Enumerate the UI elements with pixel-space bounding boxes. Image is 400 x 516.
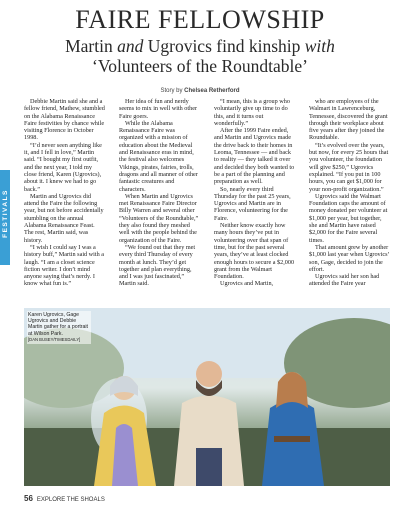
page-footer — [24, 494, 105, 503]
paragraph: “I mean, this is a group who voluntarily give up time to do this, and it turns out wonderfully.” — [214, 98, 290, 127]
section-tab-label: FESTIVALS — [2, 189, 9, 238]
paragraph: “I’d never seen anything like it, and I fell in love,” Martin said. “I bought my first outfit, and the next year, I told my close friend, Karen (Ugrovics), about it. I knew we had to go back.” — [24, 141, 102, 193]
photo-caption: Karen Ugrovics, Gage Ugrovics and Debbie Martin gather for a portrait at Wilson Park. [DAN BUSEY/TIMESDAILY] — [27, 311, 91, 344]
article-column-3 — [214, 98, 295, 303]
paragraph: Ugrovics said her son had attended the Faire year — [309, 273, 380, 288]
paragraph: “We found out that they met every third Thursday of every month at lunch. They’d get together and plan everything, and I was just fascinated,” Martin said. — [119, 243, 196, 288]
paragraph: Ugrovics said the Walmart Foundation caps the amount of money donated per volunteer at $1,000 per year, but together, she and Martin have raised $2,000 for the Faire several times. — [309, 192, 388, 244]
paragraph: Ugrovics and Martin, — [220, 280, 274, 288]
paragraph: Debbie Martin said she and a fellow friend, Mathew, stumbled on the Alabama Renaissance Faire festivities by chance while visiting Florence in October 1998. — [24, 98, 105, 142]
article-column-2 — [119, 98, 200, 303]
subheadline — [0, 36, 400, 76]
article-body — [24, 98, 390, 303]
paragraph: When Martin and Ugrovics met Renaissance Faire Director Billy Warren and several other “Volunteers of the Roundtable,” they also found they meshed well with the people behind the organization of the Faire. — [119, 192, 199, 244]
paragraph: “It’s evolved over the years, but now, for every 25 hours that you volunteer, the foundation will give $250,” Ugrovics explained. “If you put in 100 hours, you can get $1,000 for your non-profit organization.” — [309, 141, 389, 193]
publication-name: EXPLORE THE SHOALS — [36, 497, 105, 503]
paragraph: “I wish I could say I was a history buff,” Martin said with a laugh. “I am a closet science fiction writer. I don’t mind anyone saying that’s nerdy. I know what fun is.” — [24, 243, 104, 288]
paragraph: While the Alabama Renaissance Faire was organized with a mission of education about the Medieval and Renaissance eras in mind, the festival also welcomes Vikings, pirates, fairies, trolls, dragons and all manner of other fantastic creatures and characters. — [119, 119, 198, 193]
subheadline-line-1: Martin and Ugrovics find kinship with — [65, 36, 335, 56]
paragraph: Neither know exactly how many hours they’ve put in volunteering over that span of time, but for the past several years, they’ve at least clocked enough hours to secure a $2,000 grant from the Walmart Foundation. — [214, 222, 295, 281]
paragraph: who are employees of the Walmart in Lawrenceburg, Tennessee, discovered the grant through their workplace about five years after they joined the Roundtable. — [309, 98, 388, 142]
portrait-photo — [24, 308, 390, 486]
section-tab — [0, 170, 10, 265]
paragraph: So, nearly every third Thursday for the past 25 years, Ugrovics and Martin are in Florence, volunteering for the Faire. — [214, 185, 291, 222]
paragraph: Her idea of fun and nerdy seems to mix in well with other Faire goers. — [119, 98, 198, 120]
article-column-1 — [24, 98, 105, 303]
article-column-4 — [309, 98, 390, 303]
page-number: 56 — [24, 494, 33, 503]
author-name: Chelsea Retherford — [184, 88, 240, 94]
paragraph: After the 1999 Faire ended, and Martin and Ugrovics made the drive back to their homes in Leoma, Tennessee — and back to reality — they talked it over and decided they both wanted to be a part of the planning and preparation as well. — [214, 127, 295, 186]
byline: Story by Chelsea Retherford — [160, 88, 240, 94]
paragraph: That amount grew by another $1,000 last year when Ugrovics’ son, Gage, decided to join the effort. — [309, 243, 390, 273]
headline: FAIRE FELLOWSHIP — [75, 5, 325, 34]
paragraph: Martin and Ugrovics did attend the Faire the following year, but not before accidentally stumbling on the annual Alabama Renaissance Feast. The rest, Martin said, was history. — [24, 192, 104, 244]
photo-credit: [DAN BUSEY/TIMESDAILY] — [28, 336, 81, 342]
subheadline-line-2: ‘Volunteers of the Roundtable’ — [92, 56, 308, 76]
